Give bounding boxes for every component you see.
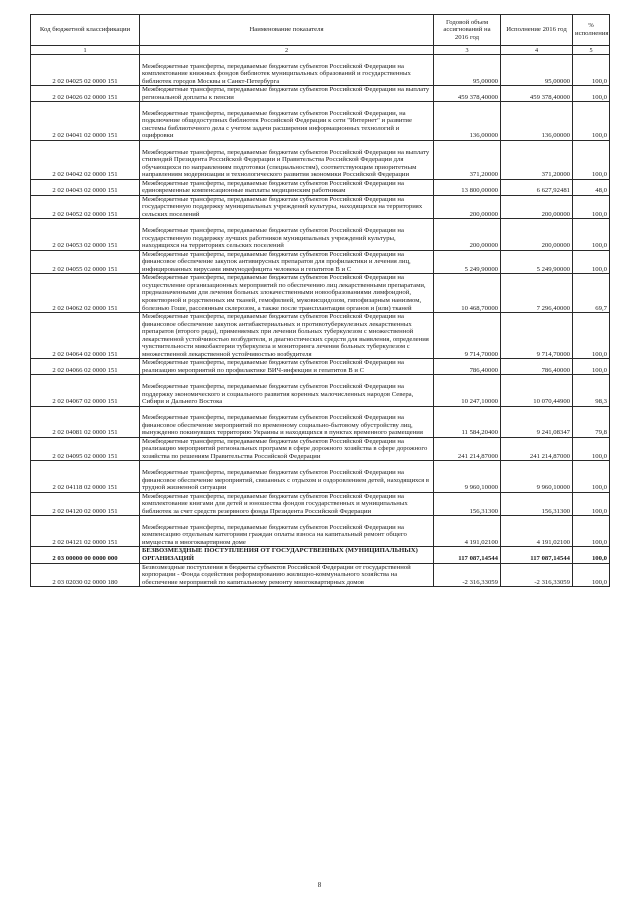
execution-cell: 117 087,14544 [501, 547, 573, 563]
budget-execution-table [30, 14, 610, 587]
indicator-name-cell: Межбюджетные трансферты, передаваемые бюджетам субъектов Российской Федерации на реализацию мероприятий по профилактике ВИЧ-инфекции и гепатитов В и С [140, 359, 434, 375]
table-row [31, 274, 610, 313]
annual-plan-cell: 156,31300 [434, 492, 501, 516]
annual-plan-cell: 5 249,90000 [434, 250, 501, 274]
indicator-name-cell: Межбюджетные трансферты, передаваемые бюджетам субъектов Российской Федерации на комплектование книжных фондов библиотек муниципальных образований и государственных библиотек городов Москвы и Санкт-Петербурга [140, 55, 434, 86]
percent-cell: 100,0 [573, 461, 610, 492]
budget-code-cell: 2 02 04041 02 0000 151 [31, 102, 140, 141]
budget-code-cell: 2 02 04064 02 0000 151 [31, 313, 140, 359]
execution-cell: 5 249,90000 [501, 250, 573, 274]
percent-cell: 100,0 [573, 55, 610, 86]
percent-cell: 100,0 [573, 313, 610, 359]
table-row [31, 359, 610, 375]
indicator-name-cell: Межбюджетные трансферты, передаваемые бюджетам субъектов Российской Федерации на выплату стипендий Президента Российской Федерации и Правительства Российской Федерации для обучающихся по направлениям подготовки (специальностям), соответствующим приоритетным направлениям модернизации и технологического развития экономики Российской Федерации [140, 141, 434, 180]
execution-cell: 371,20000 [501, 141, 573, 180]
budget-code-cell: 2 02 04025 02 0000 151 [31, 55, 140, 86]
percent-cell: 98,3 [573, 375, 610, 406]
percent-cell: 100,0 [573, 250, 610, 274]
budget-code-cell: 2 02 04067 02 0000 151 [31, 375, 140, 406]
percent-cell: 100,0 [573, 492, 610, 516]
budget-code-cell: 2 02 04043 02 0000 151 [31, 179, 140, 195]
table-row [31, 86, 610, 102]
header-plan: Годовой объем ассигнований на 2016 год [434, 15, 501, 46]
execution-cell: 200,00000 [501, 219, 573, 250]
execution-cell: 156,31300 [501, 492, 573, 516]
budget-code-cell: 2 02 04120 02 0000 151 [31, 492, 140, 516]
indicator-name-cell: БЕЗВОЗМЕЗДНЫЕ ПОСТУПЛЕНИЯ ОТ ГОСУДАРСТВЕННЫХ (МУНИЦИПАЛЬНЫХ) ОРГАНИЗАЦИЙ [140, 547, 434, 563]
indicator-name-cell: Межбюджетные трансферты, передаваемые бюджетам субъектов Российской Федерации на выплату региональной доплаты к пенсии [140, 86, 434, 102]
budget-code-cell: 2 02 04095 02 0000 151 [31, 437, 140, 461]
indicator-name-cell: Межбюджетные трансферты, передаваемые бюджетам субъектов Российской Федерации, на подключение общедоступных библиотек Российской Федерации к сети "Интернет" и развитие системы библиотечного дела с учетом задачи расширения информационных технологий и оцифровки [140, 102, 434, 141]
indicator-name-cell: Межбюджетные трансферты, передаваемые бюджетам субъектов Российской Федерации на финансовое обеспечение мероприятий, связанных с отдыхом и оздоровлением детей, находящихся в трудной жизненной ситуации [140, 461, 434, 492]
table-row [31, 55, 610, 86]
execution-cell: 95,00000 [501, 55, 573, 86]
annual-plan-cell: 371,20000 [434, 141, 501, 180]
indicator-name-cell: Межбюджетные трансферты, передаваемые бюджетам субъектов Российской Федерации на финансовое обеспечение закупок антивирусных препаратов для профилактики и лечения лиц, инфицированных вирусами иммунодефицита человека и гепатитов В и С [140, 250, 434, 274]
percent-cell: 100,0 [573, 563, 610, 587]
indicator-name-cell: Межбюджетные трансферты, передаваемые бюджетам субъектов Российской Федерации на государственную поддержку лучших работников муниципальных учреждений культуры, находящихся на территориях сельских поселений [140, 219, 434, 250]
annual-plan-cell: 9 960,10000 [434, 461, 501, 492]
header-percent: % исполнения [573, 15, 610, 46]
table-row [31, 195, 610, 219]
budget-code-cell: 2 02 04055 02 0000 151 [31, 250, 140, 274]
percent-cell: 100,0 [573, 195, 610, 219]
page-number: 8 [317, 881, 322, 889]
budget-code-cell: 2 02 04066 02 0000 151 [31, 359, 140, 375]
execution-cell: 9 241,08347 [501, 406, 573, 437]
column-number: 4 [501, 46, 573, 55]
annual-plan-cell: 117 087,14544 [434, 547, 501, 563]
column-number: 5 [573, 46, 610, 55]
execution-cell: 7 296,40000 [501, 274, 573, 313]
percent-cell: 100,0 [573, 141, 610, 180]
percent-cell: 48,0 [573, 179, 610, 195]
indicator-name-cell: Межбюджетные трансферты, передаваемые бюджетам субъектов Российской Федерации на государственную поддержку муниципальных учреждений культуры, находящихся на территориях сельских поселений [140, 195, 434, 219]
table-row [31, 461, 610, 492]
budget-code-cell: 2 02 04062 02 0000 151 [31, 274, 140, 313]
annual-plan-cell: 13 800,00000 [434, 179, 501, 195]
column-number: 1 [31, 46, 140, 55]
annual-plan-cell: 4 191,02100 [434, 516, 501, 547]
header-code: Код бюджетной классификации [31, 15, 140, 46]
indicator-name-cell: Межбюджетные трансферты, передаваемые бюджетам субъектов Российской Федерации на осуществление организационных мероприятий по обеспечению лиц лекарственными препаратами, предназначенными для лечения больных злокачественными новообразованиями лимфоидной, кроветворной и родственных им тканей, гемофилией, муковисцидозом, гипофизарным нанизмом, болезнью Гоше, рассеянным склерозом, а также после трансплантации органов и (или) тканей [140, 274, 434, 313]
table-row [31, 547, 610, 563]
indicator-name-cell: Межбюджетные трансферты, передаваемые бюджетам субъектов Российской Федерации на финансовое обеспечение закупок антибактериальных и противотуберкулезных лекарственных препаратов (второго ряда), применяемых при лечении больных туберкулезом с множественной лекарственной устойчивостью возбудителя, и диагностических средств для выявления, определения чувствительности микобактерии туберкулеза и мониторинга лечения больных туберкулезом с множественной лекарственной устойчивостью возбудителя [140, 313, 434, 359]
table-row [31, 179, 610, 195]
budget-code-cell: 2 02 04042 02 0000 151 [31, 141, 140, 180]
percent-cell: 79,8 [573, 406, 610, 437]
table-row [31, 375, 610, 406]
column-number-row [31, 46, 610, 55]
table-header-row [31, 15, 610, 46]
table-body [31, 55, 610, 587]
indicator-name-cell: Межбюджетные трансферты, передаваемые бюджетам субъектов Российской Федерации на реализацию мероприятий региональных программ в сфере дорожного хозяйства в сфере дорожного хозяйства по решениям Правительства Российской Федерации [140, 437, 434, 461]
execution-cell: 10 070,44900 [501, 375, 573, 406]
percent-cell: 100,0 [573, 102, 610, 141]
header-execution: Исполнение 2016 год [501, 15, 573, 46]
annual-plan-cell: 11 584,20400 [434, 406, 501, 437]
budget-code-cell: 2 02 04121 02 0000 151 [31, 516, 140, 547]
percent-cell: 100,0 [573, 359, 610, 375]
execution-cell: 459 378,40000 [501, 86, 573, 102]
header-name: Наименование показателя [140, 15, 434, 46]
indicator-name-cell: Межбюджетные трансферты, передаваемые бюджетам субъектов Российской Федерации на единовременные компенсационные выплаты медицинским работникам [140, 179, 434, 195]
annual-plan-cell: 9 714,70000 [434, 313, 501, 359]
table-row [31, 141, 610, 180]
column-number: 2 [140, 46, 434, 55]
percent-cell: 100,0 [573, 437, 610, 461]
indicator-name-cell: Безвозмездные поступления в бюджеты субъектов Российской Федерации от государственной корпорации - Фонда содействия реформированию жилищно-коммунального хозяйства на обеспечение мероприятий по капитальному ремонту многоквартирных домов [140, 563, 434, 587]
indicator-name-cell: Межбюджетные трансферты, передаваемые бюджетам субъектов Российской Федерации на поддержку экономического и социального развития коренных малочисленных народов Севера, Сибири и Дальнего Востока [140, 375, 434, 406]
budget-code-cell: 2 02 04118 02 0000 151 [31, 461, 140, 492]
indicator-name-cell: Межбюджетные трансферты, передаваемые бюджетам субъектов Российской Федерации на комплектование книгами для детей и юношества фондов государственных и муниципальных библиотек за счет средств резервного фонда Президента Российской Федерации [140, 492, 434, 516]
percent-cell: 100,0 [573, 86, 610, 102]
table-row [31, 406, 610, 437]
execution-cell: 786,40000 [501, 359, 573, 375]
annual-plan-cell: 200,00000 [434, 195, 501, 219]
execution-cell: 9 960,10000 [501, 461, 573, 492]
budget-code-cell: 2 02 04026 02 0000 151 [31, 86, 140, 102]
indicator-name-cell: Межбюджетные трансферты, передаваемые бюджетам субъектов Российской Федерации на финансовое обеспечение мероприятий по временному социально-бытовому обустройству лиц, вынужденно покинувших территорию Украины и находящихся в пунктах временного размещения [140, 406, 434, 437]
percent-cell: 100,0 [573, 547, 610, 563]
execution-cell: 9 714,70000 [501, 313, 573, 359]
budget-code-cell: 2 03 00000 00 0000 000 [31, 547, 140, 563]
percent-cell: 100,0 [573, 516, 610, 547]
annual-plan-cell: 10 468,70000 [434, 274, 501, 313]
annual-plan-cell: 136,00000 [434, 102, 501, 141]
table-row [31, 437, 610, 461]
table-row [31, 492, 610, 516]
annual-plan-cell: 200,00000 [434, 219, 501, 250]
table-row [31, 313, 610, 359]
annual-plan-cell: 95,00000 [434, 55, 501, 86]
budget-code-cell: 2 02 04052 02 0000 151 [31, 195, 140, 219]
table-row [31, 219, 610, 250]
budget-code-cell: 2 02 04081 02 0000 151 [31, 406, 140, 437]
annual-plan-cell: 786,40000 [434, 359, 501, 375]
execution-cell: -2 316,33059 [501, 563, 573, 587]
annual-plan-cell: 241 214,87000 [434, 437, 501, 461]
table-row [31, 250, 610, 274]
execution-cell: 200,00000 [501, 195, 573, 219]
budget-code-cell: 2 02 04053 02 0000 151 [31, 219, 140, 250]
percent-cell: 100,0 [573, 219, 610, 250]
execution-cell: 6 627,92481 [501, 179, 573, 195]
table-row [31, 516, 610, 547]
budget-code-cell: 2 03 02030 02 0000 180 [31, 563, 140, 587]
table-row [31, 102, 610, 141]
percent-cell: 69,7 [573, 274, 610, 313]
indicator-name-cell: Межбюджетные трансферты, передаваемые бюджетам субъектов Российской Федерации на компенсацию отдельным категориям граждан оплаты взноса на капитальный ремонт общего имущества в многоквартирном доме [140, 516, 434, 547]
execution-cell: 241 214,87000 [501, 437, 573, 461]
column-number: 3 [434, 46, 501, 55]
table-row [31, 563, 610, 587]
annual-plan-cell: 10 247,10000 [434, 375, 501, 406]
execution-cell: 136,00000 [501, 102, 573, 141]
execution-cell: 4 191,02100 [501, 516, 573, 547]
annual-plan-cell: -2 316,33059 [434, 563, 501, 587]
annual-plan-cell: 459 378,40000 [434, 86, 501, 102]
